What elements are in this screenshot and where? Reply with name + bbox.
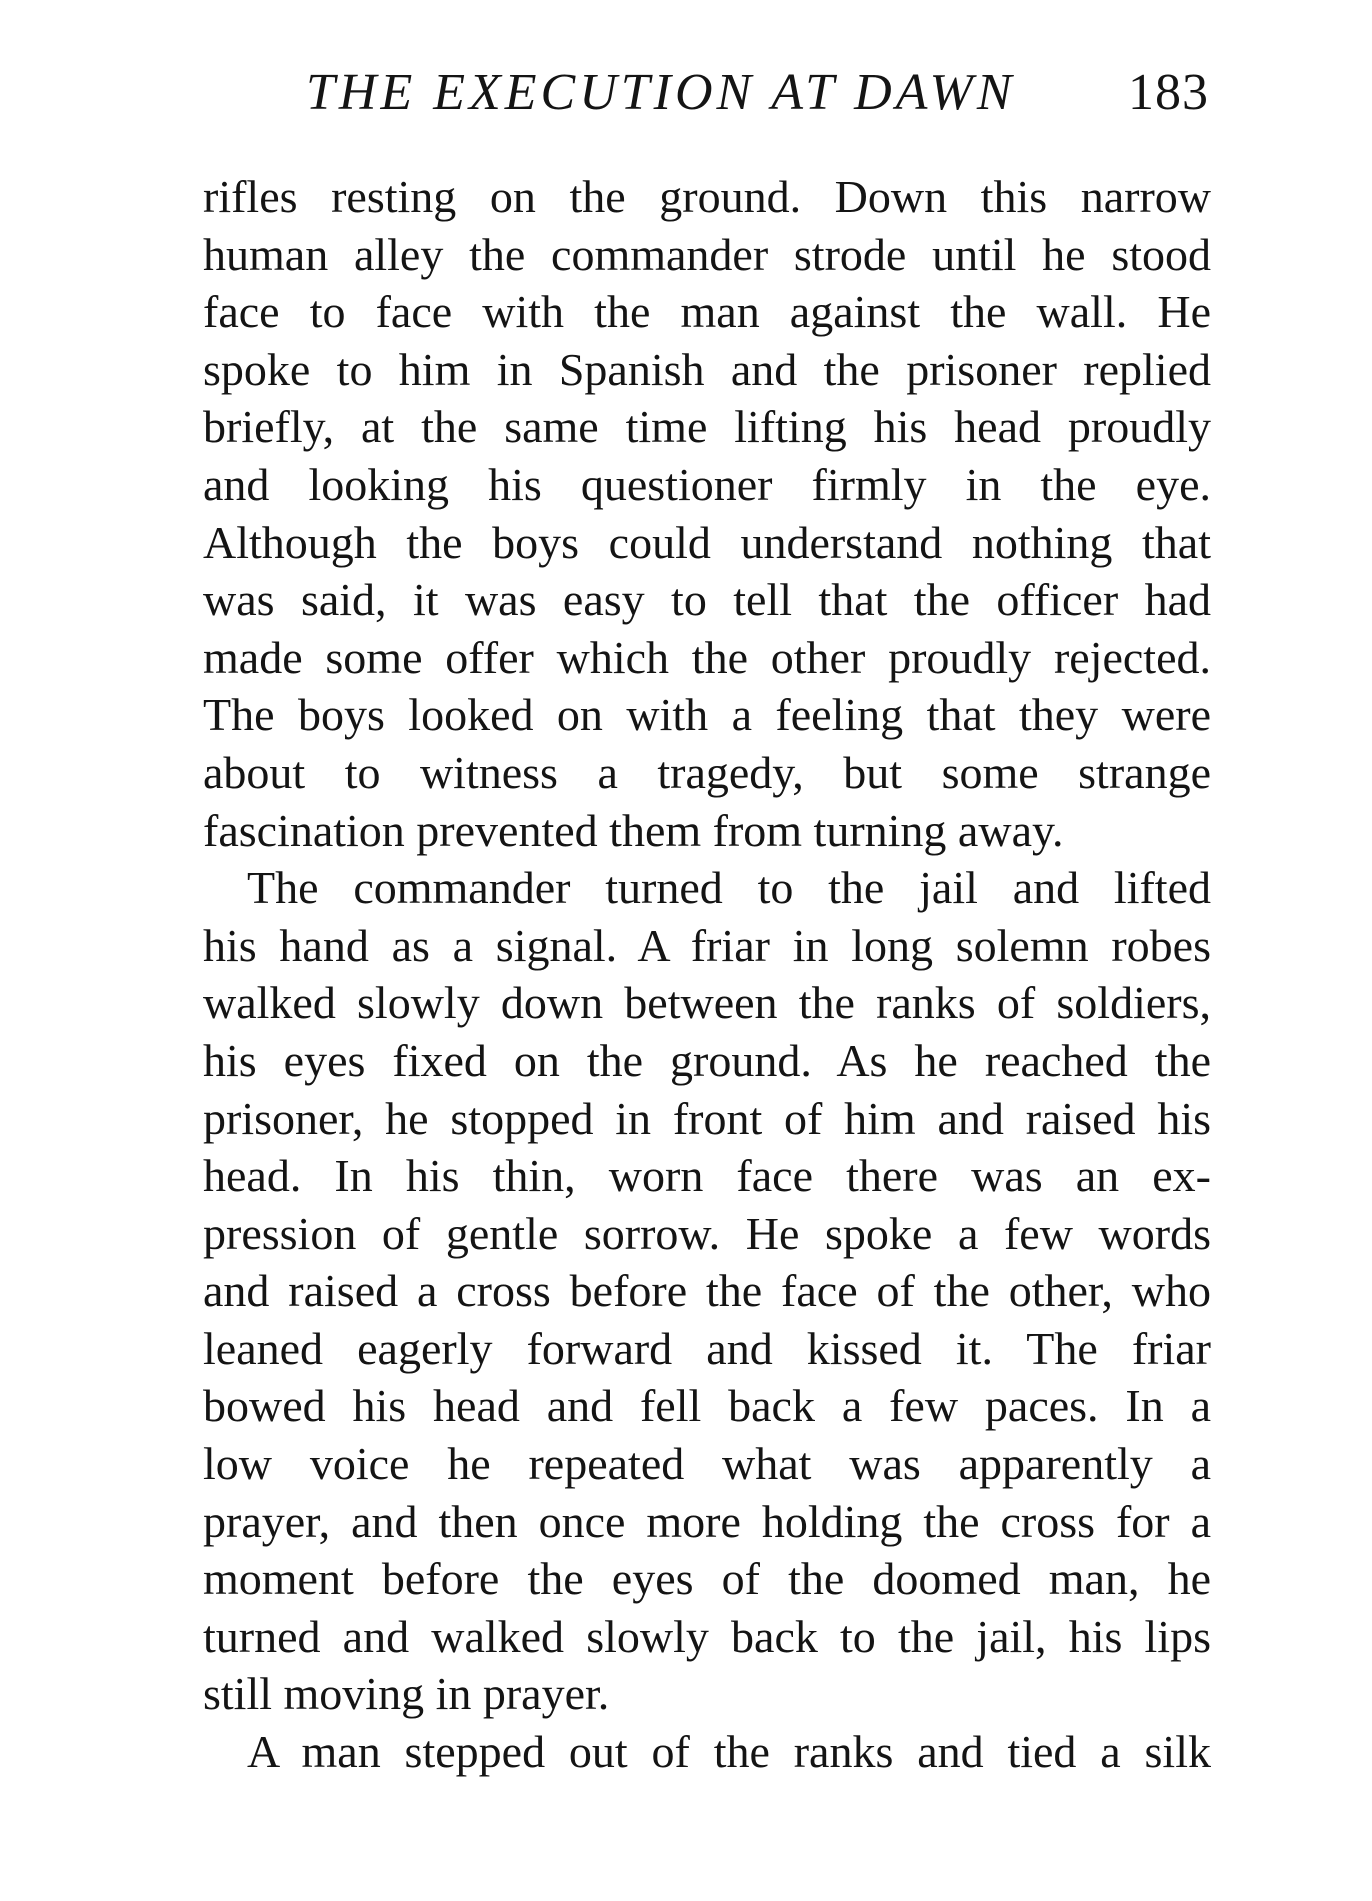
text-line: human alley the commander strode until he stood [203,228,1211,280]
text-line: head. In his thin, worn face there was an ex- [203,1150,1211,1202]
text-line: briefly, at the same time lifting his head proudly [203,401,1211,453]
text-line: his eyes fixed on the ground. As he reached the [203,1034,1211,1086]
text-line: A man stepped out of the ranks and tied a silk [247,1726,1211,1778]
text-line: The boys looked on with a feeling that they were [203,689,1211,741]
text-line: leaned eagerly forward and kissed it. The friar [203,1322,1211,1374]
text-line: his hand as a signal. A friar in long solemn robes [203,919,1211,971]
text-line: walked slowly down between the ranks of soldiers, [203,977,1211,1029]
text-line: was said, it was easy to tell that the officer had [203,574,1211,626]
text-line: made some offer which the other proudly rejected. [203,631,1211,683]
text-line: pression of gentle sorrow. He spoke a few words [203,1207,1211,1259]
text-line: and looking his questioner firmly in the eye. [203,458,1211,510]
text-line: bowed his head and fell back a few paces. In a [203,1380,1211,1432]
text-line: rifles resting on the ground. Down this narrow [203,171,1211,222]
text-line: turned and walked slowly back to the jail, his lips [203,1610,1211,1662]
text-line: prayer, and then once more holding the cross for a [203,1495,1211,1547]
text-line: and raised a cross before the face of the other, who [203,1265,1211,1317]
text-line: The commander turned to the jail and lifted [247,862,1211,914]
text-line: prisoner, he stopped in front of him and raised his [203,1092,1211,1144]
text-line: spoke to him in Spanish and the prisoner replied [203,343,1211,395]
text-line: moment before the eyes of the doomed man, he [203,1553,1211,1605]
page-header [203,58,1211,128]
page-number: 183 [1128,64,1209,121]
text-line: Although the boys could understand nothing that [203,516,1211,568]
text-line: about to witness a tragedy, but some strange [203,746,1211,798]
body-text [203,168,1211,1781]
text-line: still moving in prayer. [203,1668,610,1720]
running-title: THE EXECUTION AT DAWN [306,64,1016,121]
text-line: face to face with the man against the wall. He [203,286,1211,338]
text-line: fascination prevented them from turning away. [203,804,1064,856]
text-line: low voice he repeated what was apparently a [203,1438,1211,1490]
